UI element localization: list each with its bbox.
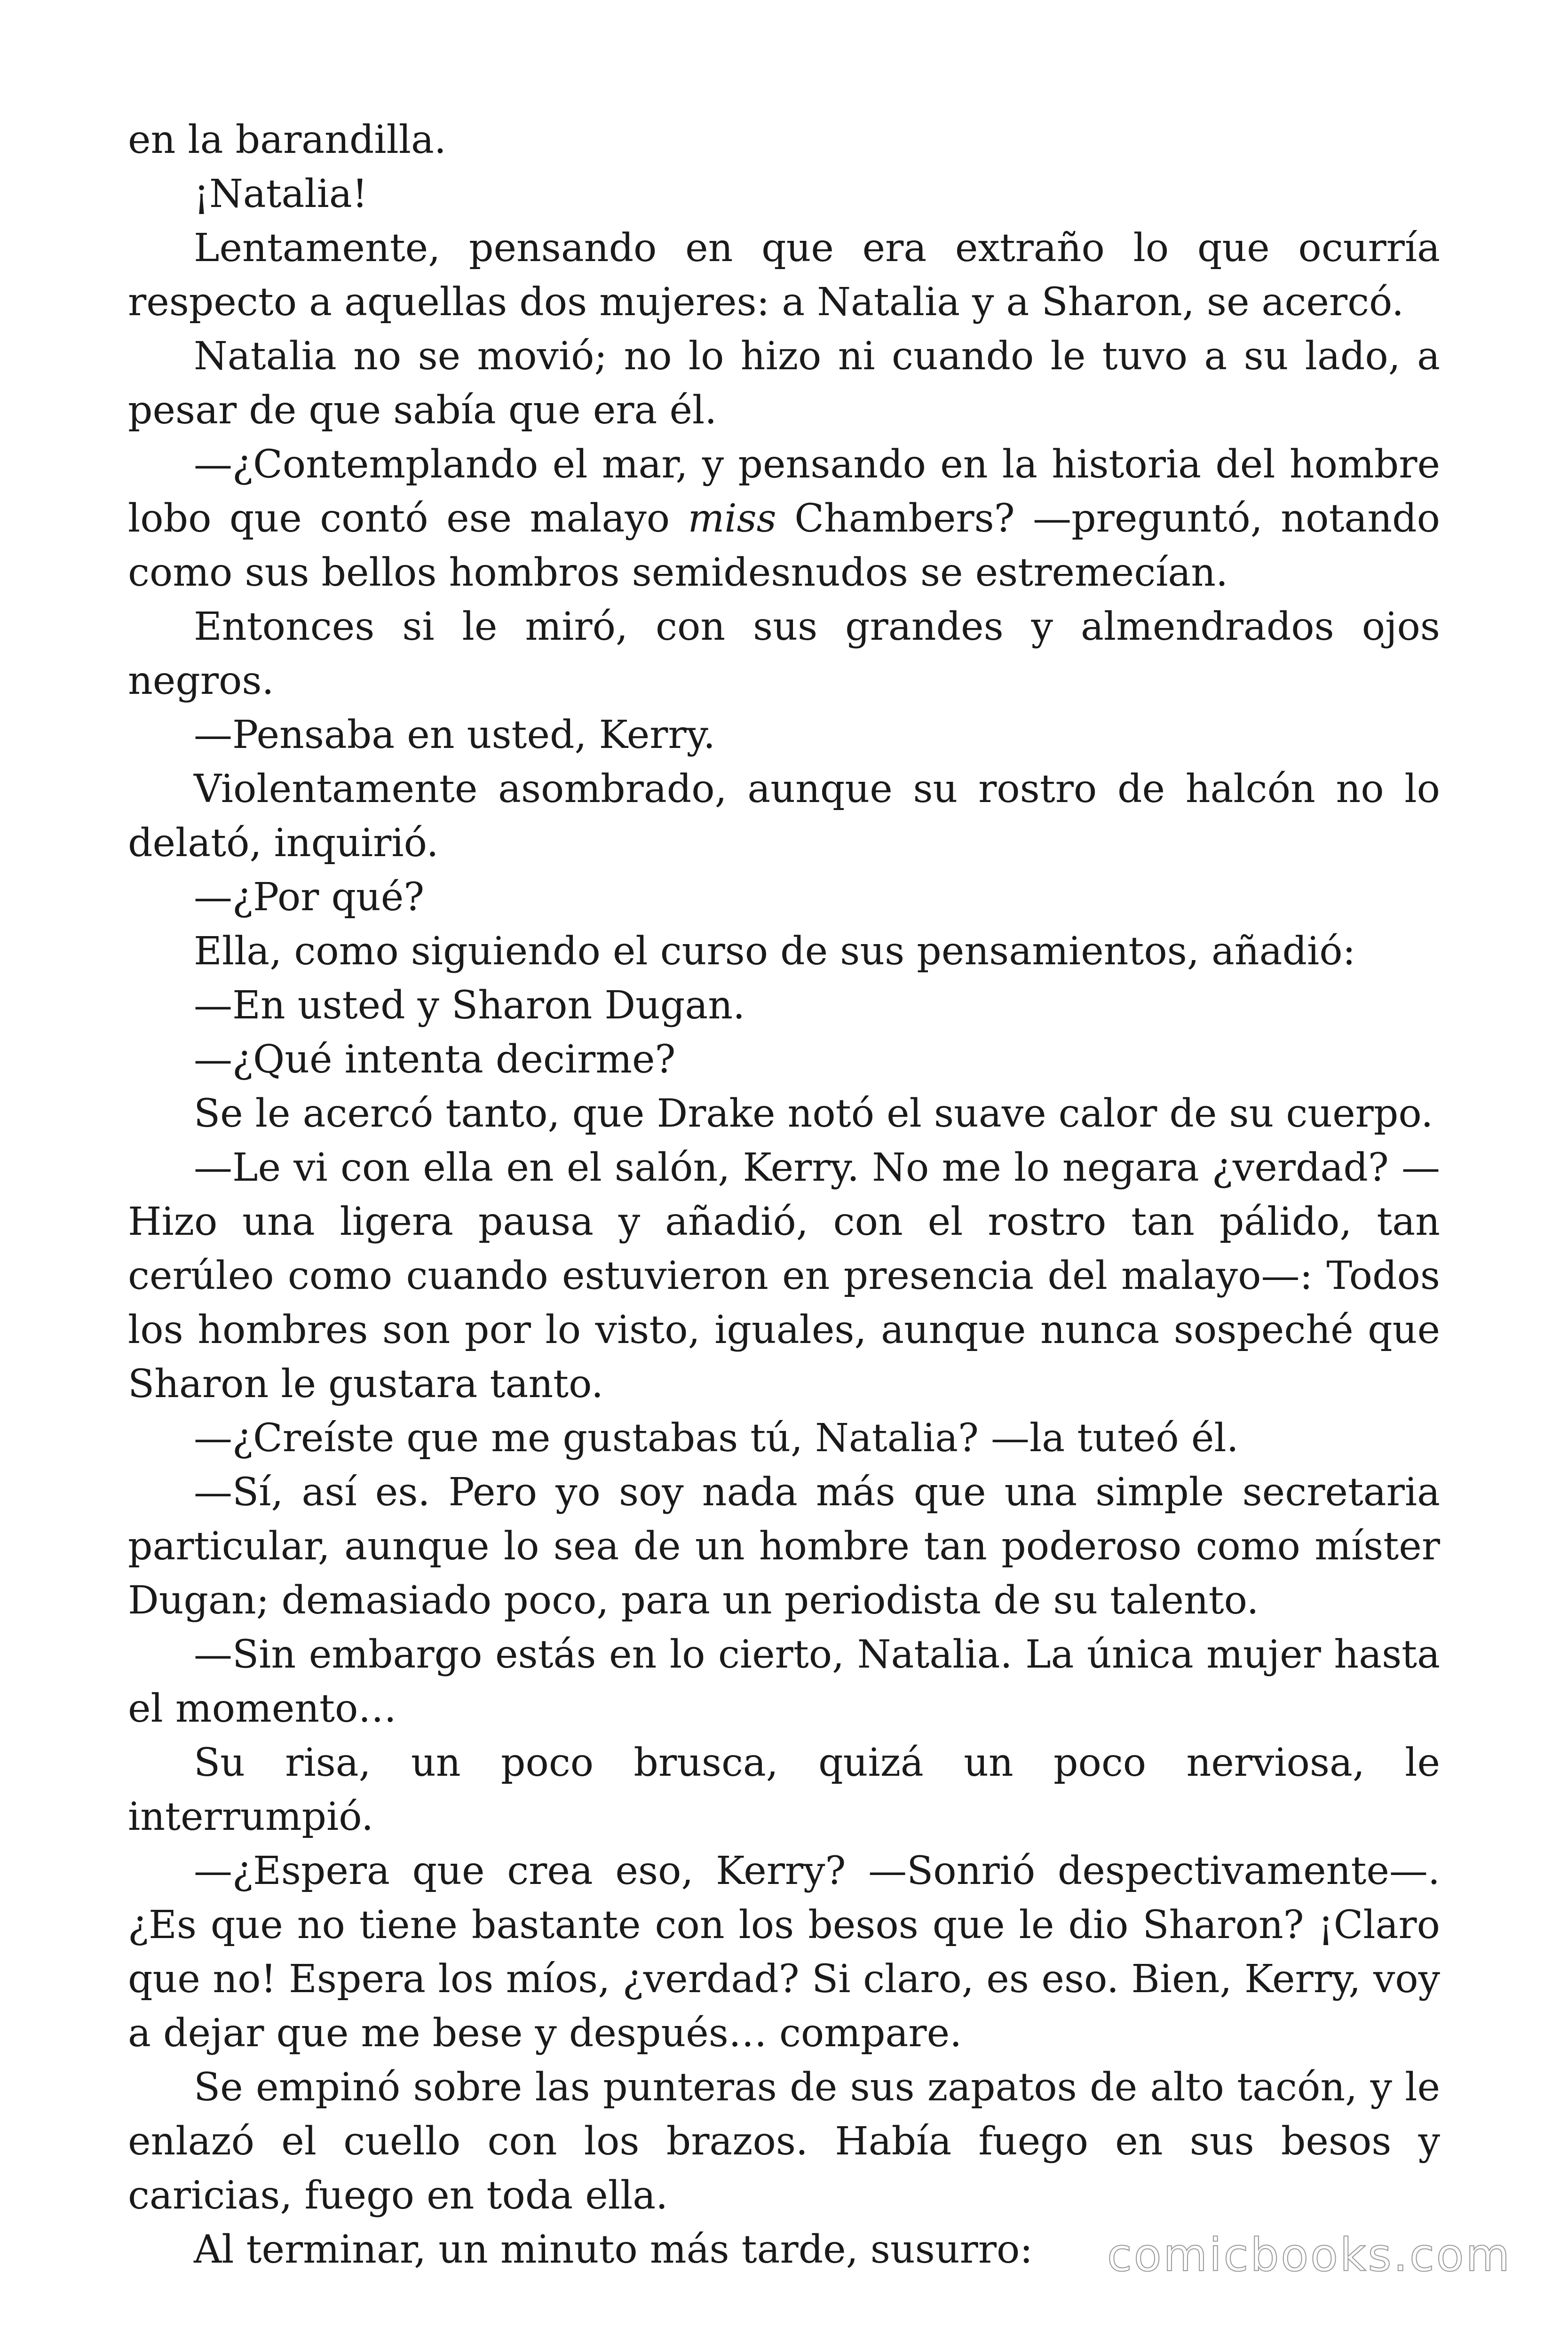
paragraph: —Le vi con ella en el salón, Kerry. No me lo negara ¿verdad? —Hizo una ligera pausa y añadió, con el rostro tan pálido, tan cerúleo como cuando estuvieron en presencia del malayo—: Todos los hombres son por lo visto, iguales, aunque nunca sospeché que Sharon le gustara tanto. [128, 1145, 1440, 1406]
paragraph: Al terminar, un minuto más tarde, susurro: [194, 2227, 1033, 2272]
paragraph: —¿Creíste que me gustabas tú, Natalia? —la tuteó él. [194, 1416, 1239, 1461]
paragraph: ¡Natalia! [194, 172, 368, 216]
paragraph: —En usted y Sharon Dugan. [194, 983, 745, 1028]
paragraph: —¿Por qué? [194, 875, 425, 920]
watermark: comicbooks.com [1107, 2229, 1512, 2281]
paragraph [128, 437, 1440, 600]
paragraph-text: —¿Contemplando el mar, y pensando en la historia del hombre lobo que contó ese malayo [128, 442, 1440, 541]
paragraph: Entonces si le miró, con sus grandes y almendrados ojos negros. [128, 604, 1440, 703]
paragraph: Se empinó sobre las punteras de sus zapatos de alto tacón, y le enlazó el cuello con los brazos. Había fuego en sus besos y caricias, fuego en toda ella. [128, 2065, 1440, 2218]
paragraph: —Sin embargo estás en lo cierto, Natalia. La única mujer hasta el momento… [128, 1632, 1440, 1731]
paragraph: Natalia no se movió; no lo hizo ni cuando le tuvo a su lado, a pesar de que sabía que era él. [128, 334, 1440, 433]
italic-term: miss [688, 496, 776, 541]
paragraph: Su risa, un poco brusca, quizá un poco nerviosa, le interrumpió. [128, 1740, 1440, 1839]
paragraph-text: Chambers? —preguntó, notando como sus bellos hombros semidesnudos se estremecían. [128, 496, 1440, 595]
paragraph: —¿Espera que crea eso, Kerry? —Sonrió despectivamente—. ¿Es que no tiene bastante con los besos que le dio Sharon? ¡Claro que no! Espera los míos, ¿verdad? Si claro, es eso. Bien, Kerry, voy a dejar que me bese y después… compare. [128, 1849, 1440, 2056]
paragraph: —Sí, así es. Pero yo soy nada más que una simple secretaria particular, aunque lo sea de un hombre tan poderoso como míster Dugan; demasiado poco, para un periodista de su talento. [128, 1470, 1440, 1623]
paragraph: Ella, como siguiendo el curso de sus pensamientos, añadió: [194, 929, 1356, 974]
paragraph: Violentamente asombrado, aunque su rostro de halcón no lo delató, inquirió. [128, 767, 1440, 866]
page-text [128, 113, 1440, 2277]
paragraph: Se le acercó tanto, que Drake notó el suave calor de su cuerpo. [194, 1091, 1433, 1136]
paragraph: en la barandilla. [128, 118, 446, 162]
paragraph: —Pensaba en usted, Kerry. [194, 713, 716, 757]
paragraph: —¿Qué intenta decirme? [194, 1037, 676, 1082]
paragraph: Lentamente, pensando en que era extraño lo que ocurría respecto a aquellas dos mujeres: a Natalia y a Sharon, se acercó. [128, 226, 1440, 325]
